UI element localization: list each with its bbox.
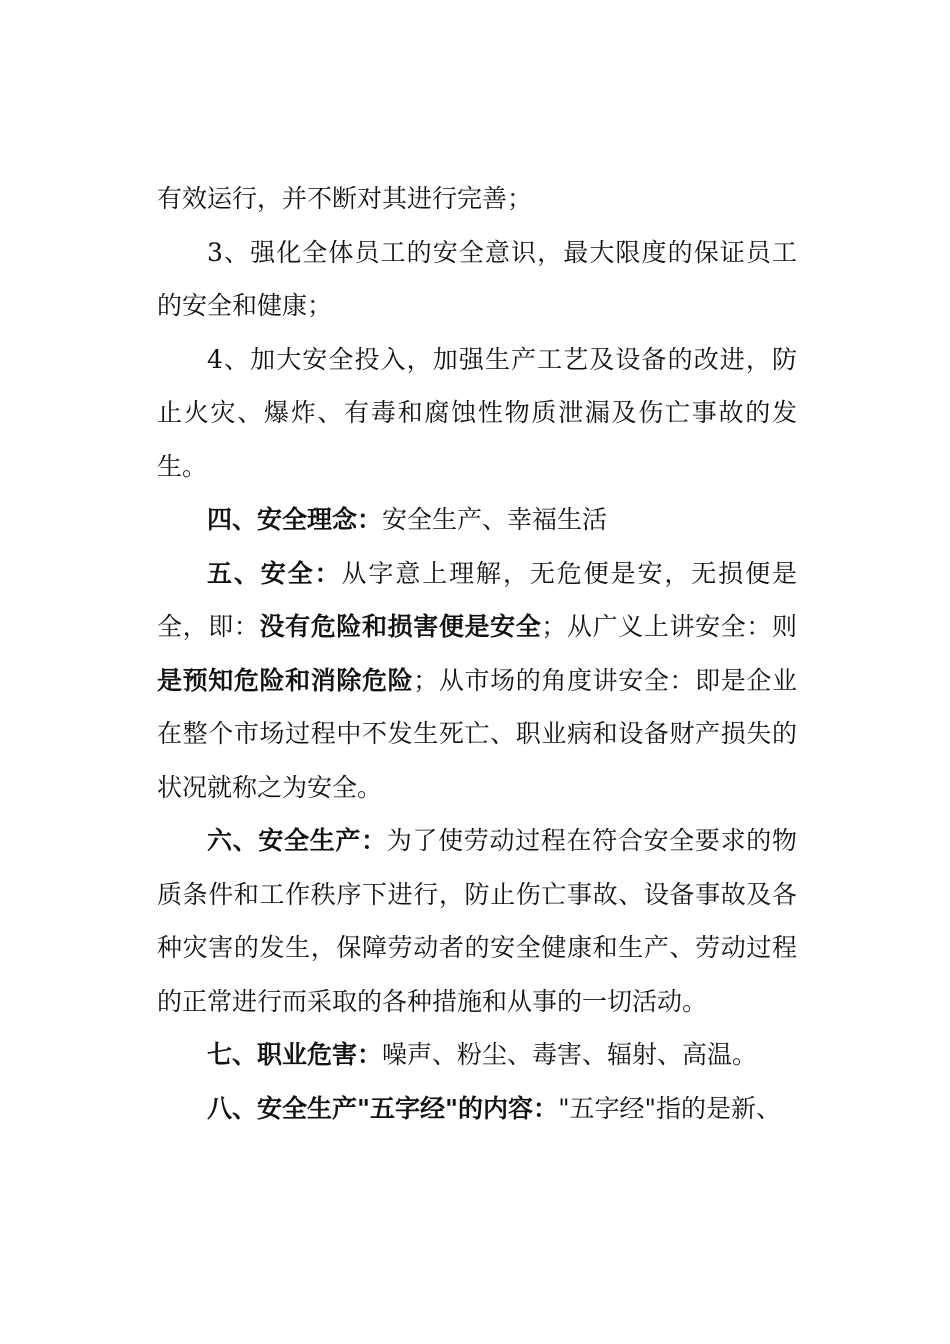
section-text: ；从市场的角度讲安全：即是企业在整个市场过程中不发生死亡、职业病和设备财产损失的状况就称之为安全。 [157,665,797,802]
paragraph-text: 3、强化全体员工的安全意识，最大限度的保证员工的安全和健康； [157,237,797,320]
section-text: 为了使劳动过程在符合安全要求的物质条件和工作秩序下进行，防止伤亡事故、设备事故及各种灾害的发生，保障劳动者的安全健康和生产、劳动过程的正常进行而采取的各种措施和从事的一切活动。 [157,826,797,1016]
section-text: ；从广义上讲安全：则 [541,612,797,641]
section-heading: 六、安全生产： [207,826,387,855]
section-text: "五字经"指的是新、 [558,1093,782,1123]
section-text: 从字意上理解，无危便是安，无损便是全，即： [157,558,797,641]
section-text: 安全生产、幸福生活 [382,505,608,534]
section-five-words [157,1082,797,1136]
section-heading: 四、安全理念： [207,505,383,534]
section-heading: 七、职业危害： [207,1040,383,1069]
section-text: 噪声、粉尘、毒害、辐射、高温。 [382,1040,758,1069]
paragraph-text: 有效运行，并不断对其进行完善； [157,184,533,213]
section-occupational-hazards [157,1028,797,1082]
section-safety-concept [157,493,797,547]
section-safe-production [157,814,797,1028]
paragraph-text: 4、加大安全投入，加强生产工艺及设备的改进，防止火灾、爆炸、有毒和腐蚀性物质泄漏及伤亡事故的发生。 [157,344,797,481]
bold-phrase: 是预知危险和消除危险 [157,665,414,695]
bold-phrase: 没有危险和损害便是安全 [259,612,542,641]
paragraph-item-4 [157,333,797,494]
section-heading: 八、安全生产"五字经"的内容： [207,1093,559,1123]
section-heading: 五、安全： [207,558,342,588]
section-safety-definition [157,547,797,815]
document-body [157,172,797,1135]
paragraph-item-3 [157,226,797,333]
paragraph-continuation [157,172,797,226]
